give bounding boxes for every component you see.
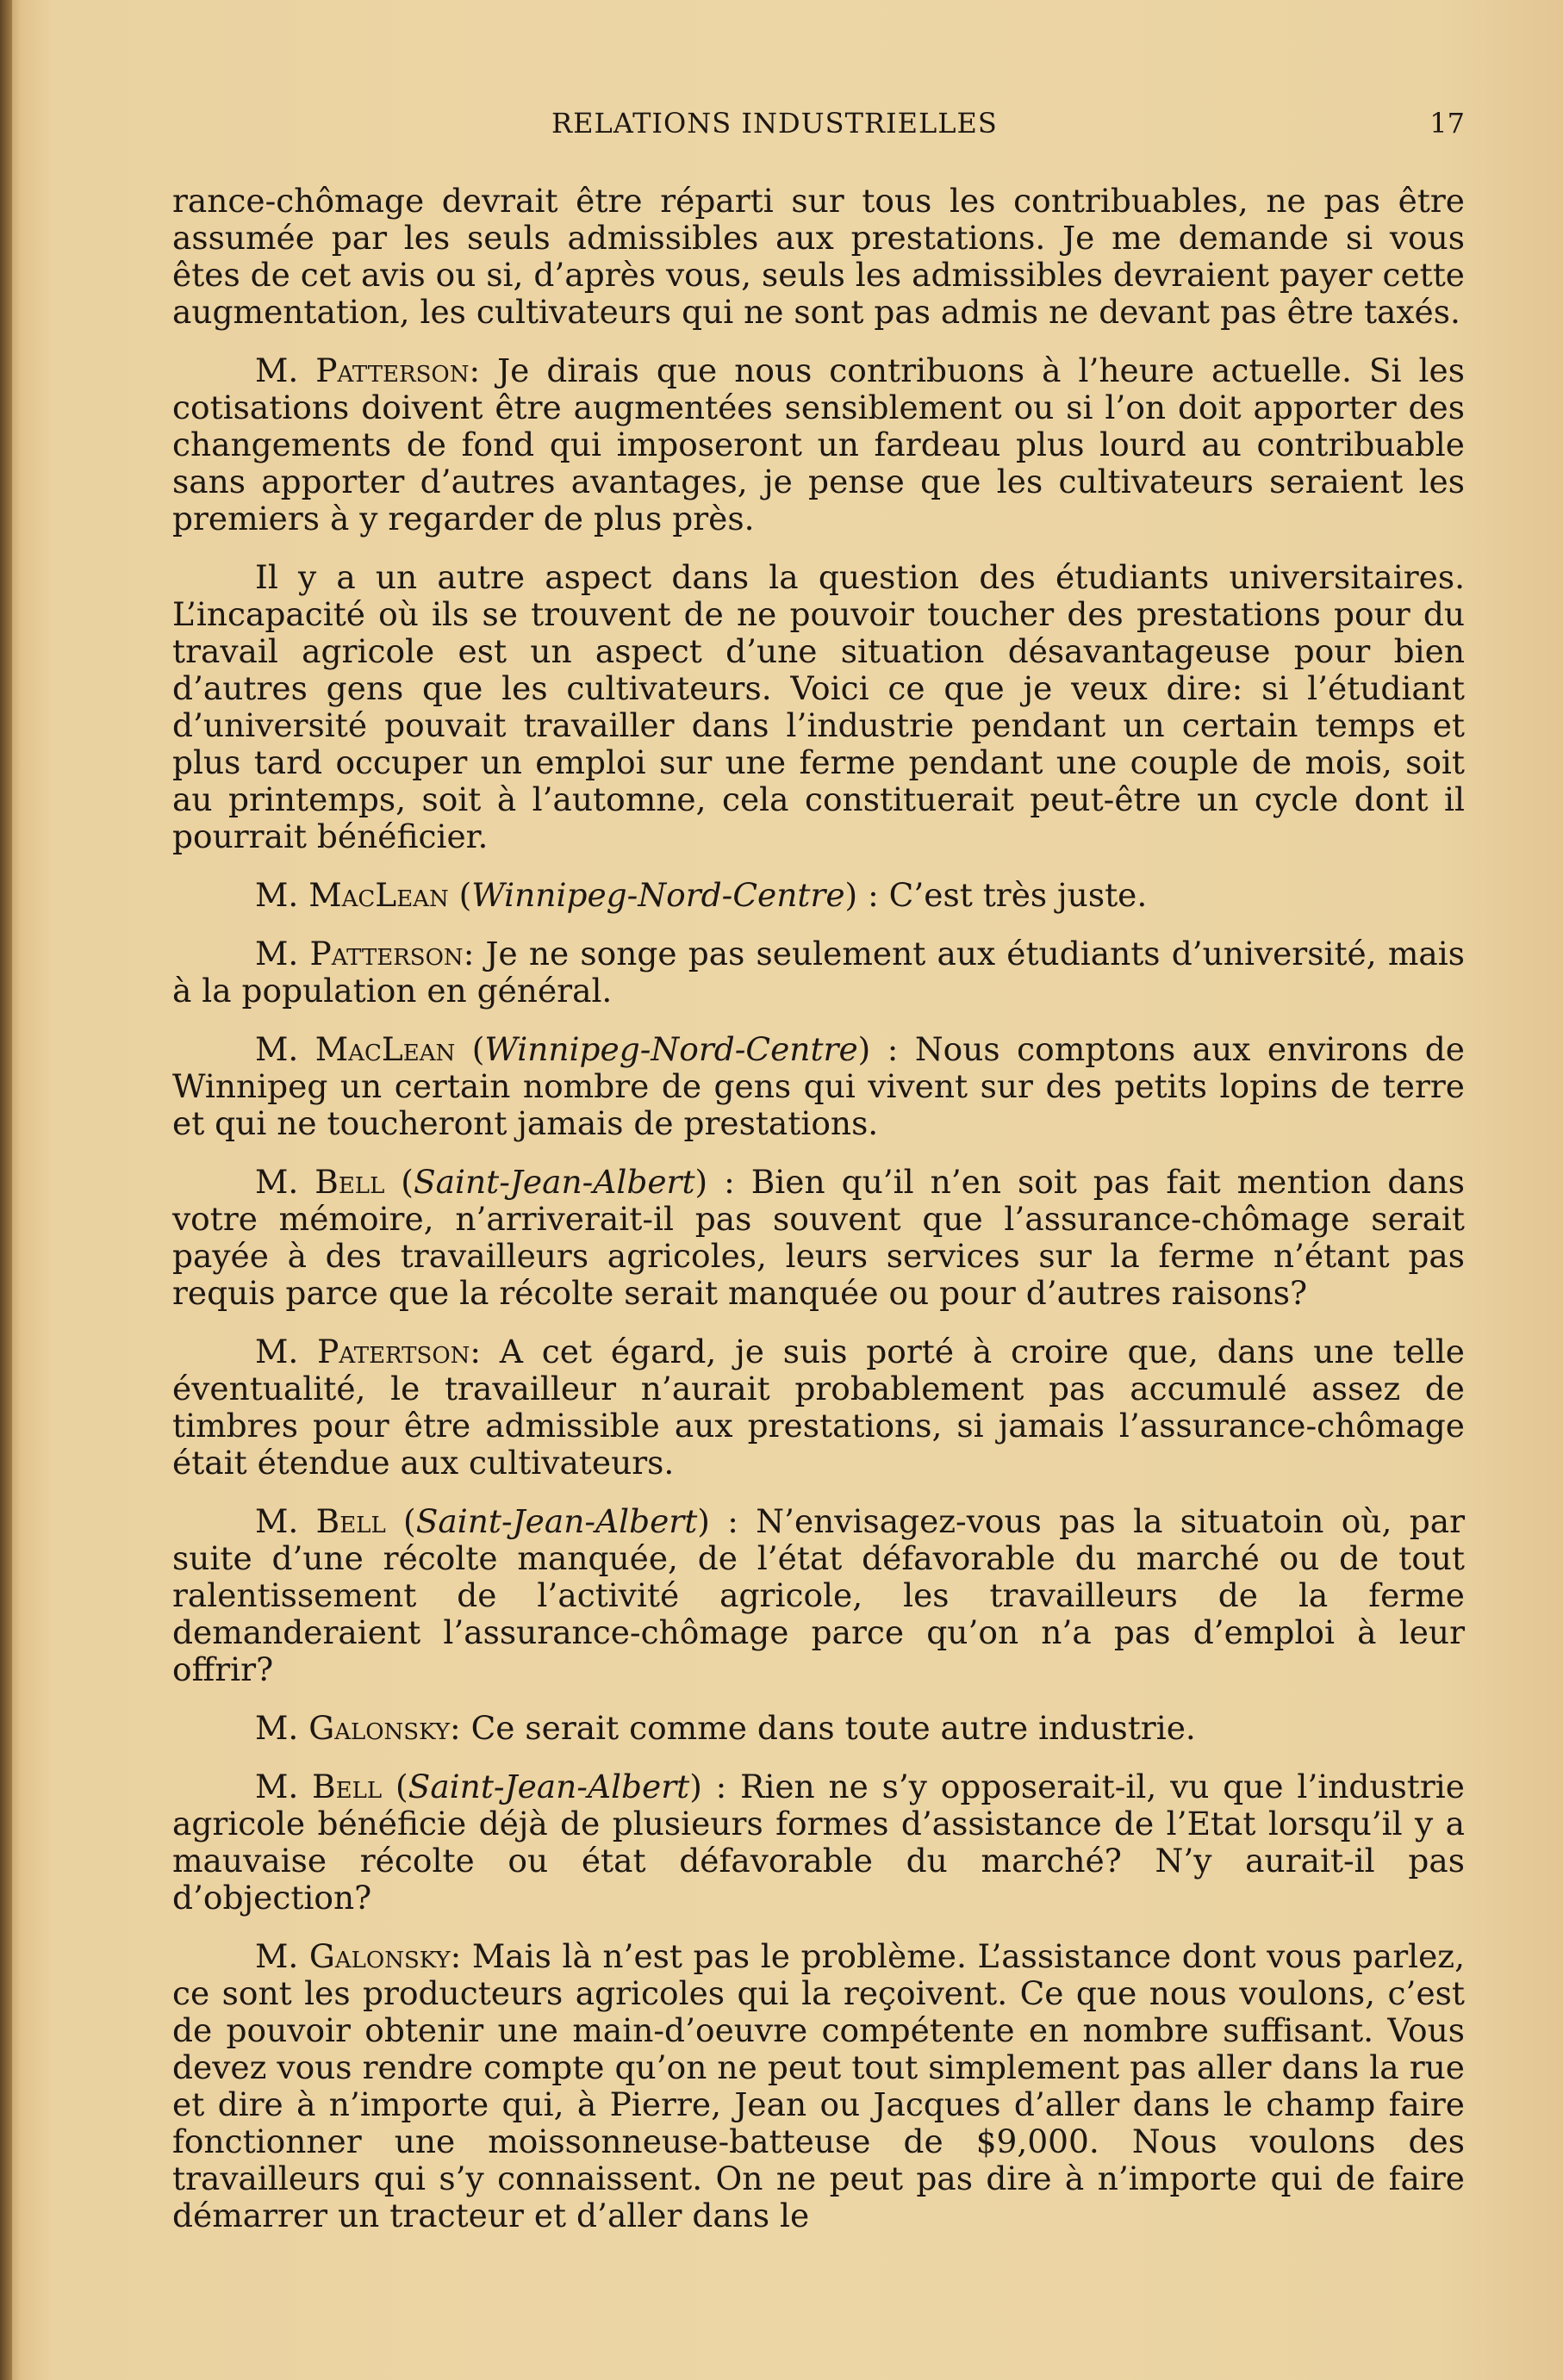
speaker-riding: Saint-Jean-Albert [408,1768,690,1805]
paragraph: M. Bell (Saint-Jean-Albert) : N’envisagez-vous pas la situatoin où, par suite d’une récolte manquée, de l’état défavorable du marché ou de tout ralentissement de l’activité agricole, les travailleurs de la ferme demanderaient l’assurance-chômage parce qu’on n’a pas d’emploi à leur offrir? [172,1502,1465,1688]
paragraph-text: Nous comptons aux environs de Winnipeg un certain nombre de gens qui vivent sur des petits lopins de terre et qui ne toucheront jamais de prestations. [172,1030,1465,1142]
paragraph-text: Il y a un autre aspect dans la question des étudiants universitaires. L’incapacité où ils se trouvent de ne pouvoir toucher des prestations pour du travail agricole est un aspect d’une situation désavantageuse pour bien d’autres gens que les cultivateurs. Voici ce que je veux dire: si l’étudiant d’université pouvait travailler dans l’industrie pendant un certain temps et plus tard occuper un emploi sur une ferme pendant une couple de mois, soit au printemps, soit à l’automne, cela constituerait peut-être un cycle dont il pourrait bénéficier. [172,558,1465,855]
page-number: 17 [1429,107,1465,140]
speaker-riding: Saint-Jean-Albert [413,1163,695,1201]
paragraph-text: N’envisagez-vous pas la situatoin où, par suite d’une récolte manquée, de l’état défavorable du marché ou de tout ralentissement de l’activité agricole, les travailleurs de la ferme demanderaient l’assurance-chômage parce qu’on n’a pas d’emploi à leur offrir? [172,1502,1465,1688]
paragraph: M. Galonsky: Ce serait comme dans toute autre industrie. [255,1709,1196,1747]
speaker-riding: Winnipeg-Nord-Centre [471,876,845,914]
paragraph-text: Rien ne s’y opposerait-il, vu que l’industrie agricole bénéficie déjà de plusieurs formes d’assistance de l’Etat lorsqu’il y a mauvaise récolte ou état défavorable du marché? N’y aurait-il pas d’objection? [172,1768,1465,1917]
paragraph-text: Mais là n’est pas le problème. L’assistance dont vous parlez, ce sont les producteurs agricoles qui la reçoivent. Ce que nous voulons, c’est de pouvoir obtenir une main-d’oeuvre compétente en nombre suffisant. Vous devez vous rendre compte qu’on ne peut tout simplement pas aller dans la rue et dire à n’importe qui, à Pierre, Jean ou Jacques d’aller dans le champ faire fonctionner une moissonneuse-batteuse de $9,000. Nous voulons des travailleurs qui s’y connaissent. On ne peut pas dire à n’importe qui de faire démarrer un tracteur et d’aller dans le [172,1937,1465,2234]
paragraph-text: rance-chômage devrait être réparti sur tous les contribuables, ne pas être assumée par les seuls admissibles aux prestations. Je me demande si vous êtes de cet avis ou si, d’après vous, seuls les admissibles devraient payer cette augmentation, les cultivateurs qui ne sont pas admis ne devant pas être taxés. [172,182,1465,331]
paragraph-text: Bien qu’il n’en soit pas fait mention dans votre mémoire, n’arriverait-il pas souvent que l’assurance-chômage serait payée à des travailleurs agricoles, leurs services sur la ferme n’étant pas requis parce que la récolte serait manquée ou pour d’autres raisons? [172,1163,1465,1312]
book-gutter [0,0,12,2380]
paragraph: M. Bell (Saint-Jean-Albert) : Bien qu’il n’en soit pas fait mention dans votre mémoire, n’arriverait-il pas souvent que l’assurance-chômage serait payée à des travailleurs agricoles, leurs services sur la ferme n’étant pas requis parce que la récolte serait manquée ou pour d’autres raisons? [172,1163,1465,1312]
speaker-name: M. Patterson [255,351,470,389]
paragraph [172,183,1465,331]
paragraph: M. Patterson: Je dirais que nous contribuons à l’heure actuelle. Si les cotisations doivent être augmentées sensiblement ou si l’on doit apporter des changements de fond qui imposeront un fardeau plus lourd au contribuable sans apporter d’autres avantages, je pense que les cultivateurs seraient les premiers à y regarder de plus près. [172,351,1465,538]
page-header [172,107,1465,150]
paragraph: M. Patertson: A cet égard, je suis porté à croire que, dans une telle éventualité, le travailleur n’aurait probablement pas accumulé assez de timbres pour être admissible aux prestations, si jamais l’assurance-chômage était étendue aux cultivateurs. [172,1333,1466,1482]
speaker-name: M. Patertson [255,1333,470,1370]
paragraph: M. MacLean (Winnipeg-Nord-Centre) : Nous comptons aux environs de Winnipeg un certain nombre de gens qui vivent sur des petits lopins de terre et qui ne toucheront jamais de prestations. [172,1030,1465,1142]
paragraph: M. MacLean (Winnipeg-Nord-Centre) : C’est très juste. [255,876,1148,914]
speaker-name: M. MacLean [255,876,449,914]
paragraph-text: A cet égard, je suis porté à croire que, dans une telle éventualité, le travailleur n’aurait probablement pas accumulé assez de timbres pour être admissible aux prestations, si jamais l’assurance-chômage était étendue aux cultivateurs. [172,1333,1466,1482]
paragraph-text: C’est très juste. [888,876,1148,914]
speaker-name: M. Patterson [255,935,464,973]
speaker-name: M. Bell [255,1502,386,1540]
speaker-name: M. Galonsky [255,1937,451,1975]
body-text [172,183,1465,2256]
paragraph-text: Je ne songe pas seulement aux étudiants d’université, mais à la population en général. [172,935,1465,1010]
speaker-name: M. Galonsky [255,1709,451,1747]
paragraph [172,559,1465,855]
speaker-name: M. MacLean [255,1030,456,1068]
speaker-riding: Saint-Jean-Albert [415,1502,698,1540]
speaker-name: M. Bell [255,1768,383,1805]
paragraph: M. Patterson: Je ne songe pas seulement aux étudiants d’université, mais à la population en général. [172,935,1465,1010]
paragraph: M. Galonsky: Mais là n’est pas le problème. L’assistance dont vous parlez, ce sont les producteurs agricoles qui la reçoivent. Ce que nous voulons, c’est de pouvoir obtenir une main-d’oeuvre compétente en nombre suffisant. Vous devez vous rendre compte qu’on ne peut tout simplement pas aller dans la rue et dire à n’importe qui, à Pierre, Jean ou Jacques d’aller dans le champ faire fonctionner une moissonneuse-batteuse de $9,000. Nous voulons des travailleurs qui s’y connaissent. On ne peut pas dire à n’importe qui de faire démarrer un tracteur et d’aller dans le [172,1937,1465,2234]
paragraph-text: Je dirais que nous contribuons à l’heure actuelle. Si les cotisations doivent être augmentées sensiblement ou si l’on doit apporter des changements de fond qui imposeront un fardeau plus lourd au contribuable sans apporter d’autres avantages, je pense que les cultivateurs seraient les premiers à y regarder de plus près. [172,351,1465,538]
paragraph-text: Ce serait comme dans toute autre industrie. [470,1709,1196,1747]
speaker-riding: Winnipeg-Nord-Centre [484,1030,858,1068]
speaker-name: M. Bell [255,1163,385,1201]
running-title: RELATIONS INDUSTRIELLES [551,107,998,140]
paragraph: M. Bell (Saint-Jean-Albert) : Rien ne s’y opposerait-il, vu que l’industrie agricole bénéficie déjà de plusieurs formes d’assistance de l’Etat lorsqu’il y a mauvaise récolte ou état défavorable du marché? N’y aurait-il pas d’objection? [172,1768,1465,1917]
